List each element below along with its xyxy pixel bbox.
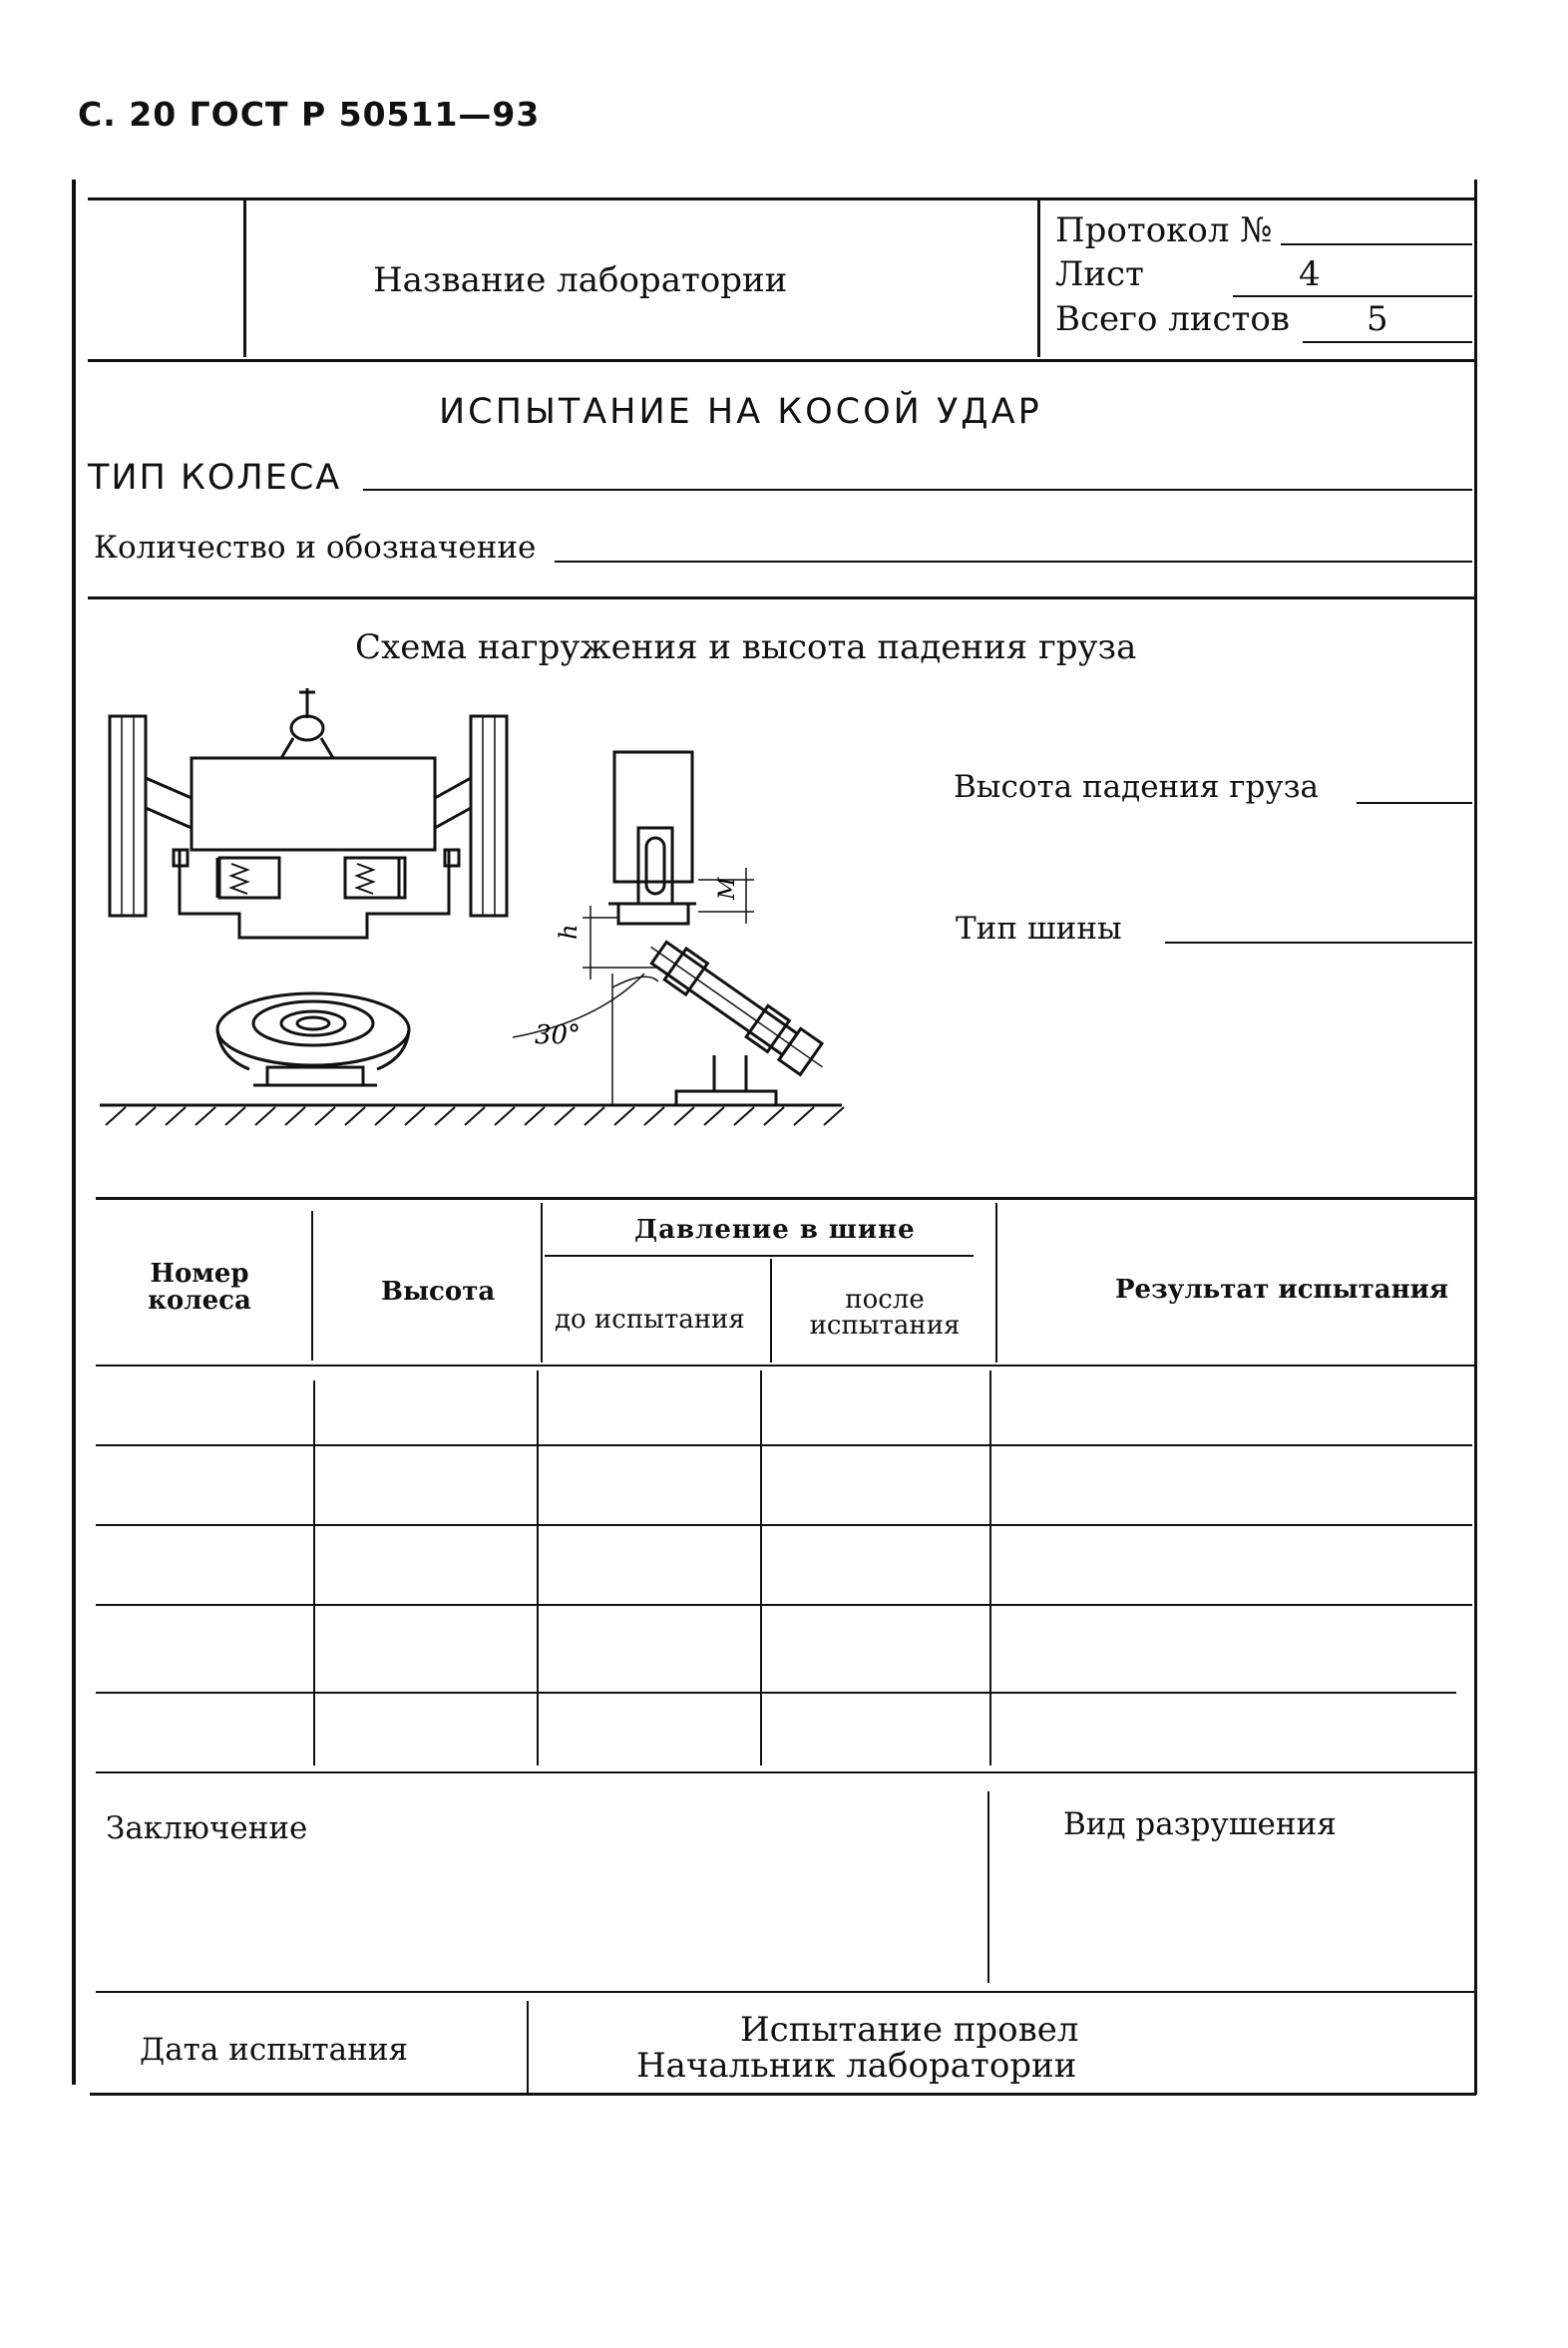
table-row[interactable] <box>96 1444 1472 1446</box>
th-div-1 <box>311 1211 313 1361</box>
conclusion-divider <box>987 1791 989 1983</box>
drop-height-field[interactable] <box>1357 802 1472 804</box>
top-divider-2 <box>1037 199 1040 357</box>
lab-name-label: Название лаборатории <box>373 260 788 300</box>
table-row[interactable] <box>96 1604 1472 1606</box>
table-row[interactable] <box>96 1524 1472 1526</box>
protocol-label: Протокол № <box>1055 210 1273 250</box>
top-divider-1 <box>243 199 246 357</box>
sheet-value: 4 <box>1299 254 1321 294</box>
m-label: M <box>715 877 740 900</box>
sheet-label: Лист <box>1055 254 1144 294</box>
left-column <box>110 716 146 916</box>
table-header-bottom <box>96 1365 1474 1367</box>
h-label: h <box>555 924 583 940</box>
total-sheets-field[interactable] <box>1303 341 1472 343</box>
frame-left <box>72 180 76 2085</box>
top-block-bottom <box>88 359 1474 362</box>
col-pressure: Давление в шине <box>634 1215 916 1245</box>
frame-top <box>88 197 1474 200</box>
frame-right <box>1474 180 1477 2095</box>
col-before: до испытания <box>555 1305 745 1335</box>
wheel-type-field[interactable] <box>363 489 1472 491</box>
scheme-title: Схема нагружения и высота падения груза <box>355 627 1137 667</box>
col-wheel-number: Номер колеса <box>148 1259 251 1317</box>
conducted-by-label: Испытание провел <box>740 2010 1079 2050</box>
lab-head-label: Начальник лаборатории <box>636 2046 1077 2086</box>
th-div-3 <box>770 1259 772 1363</box>
title-section-bottom <box>88 596 1474 599</box>
th-pressure-underline <box>545 1255 974 1257</box>
tire-type-label: Тип шины <box>956 911 1122 947</box>
col-after: после испытания <box>809 1285 961 1341</box>
scheme-section-bottom <box>96 1197 1474 1200</box>
tire-type-field[interactable] <box>1165 942 1472 944</box>
col-result: Результат испытания <box>1115 1275 1449 1305</box>
table-bottom <box>96 1771 1474 1773</box>
drop-weight <box>192 758 435 850</box>
failure-type-label: Вид разрушения <box>1063 1806 1337 1842</box>
quantity-field[interactable] <box>555 561 1472 563</box>
th-div-4 <box>995 1203 997 1363</box>
tb-div-3 <box>760 1370 762 1765</box>
sheet-field[interactable] <box>1233 295 1472 297</box>
tb-div-4 <box>989 1370 991 1765</box>
tilted-wheel <box>640 932 834 1083</box>
col-height: Высота <box>381 1277 496 1307</box>
right-column <box>471 716 507 916</box>
wheel-type-label: ТИП КОЛЕСА <box>88 458 342 498</box>
conclusion-bottom <box>96 1991 1474 1993</box>
total-sheets-label: Всего листов <box>1055 299 1290 339</box>
footer-divider <box>527 2001 529 2093</box>
quantity-label: Количество и обозначение <box>94 530 537 566</box>
angle-label: 30° <box>535 1020 582 1050</box>
side-weight <box>614 752 692 882</box>
loading-scheme-drawing <box>100 678 858 1147</box>
th-div-2 <box>541 1203 543 1363</box>
protocol-number-field[interactable] <box>1281 243 1472 245</box>
table-row[interactable] <box>96 1692 1456 1694</box>
total-sheets-value: 5 <box>1367 299 1388 339</box>
tb-div-1 <box>313 1380 315 1765</box>
conclusion-label: Заключение <box>106 1810 308 1846</box>
page-header: С. 20 ГОСТ Р 50511—93 <box>78 95 541 134</box>
test-date-label: Дата испытания <box>140 2032 409 2068</box>
frame-bottom <box>90 2093 1476 2096</box>
tb-div-2 <box>537 1370 539 1765</box>
drop-height-label: Высота падения груза <box>954 769 1319 805</box>
test-title: ИСПЫТАНИЕ НА КОСОЙ УДАР <box>439 392 1042 432</box>
